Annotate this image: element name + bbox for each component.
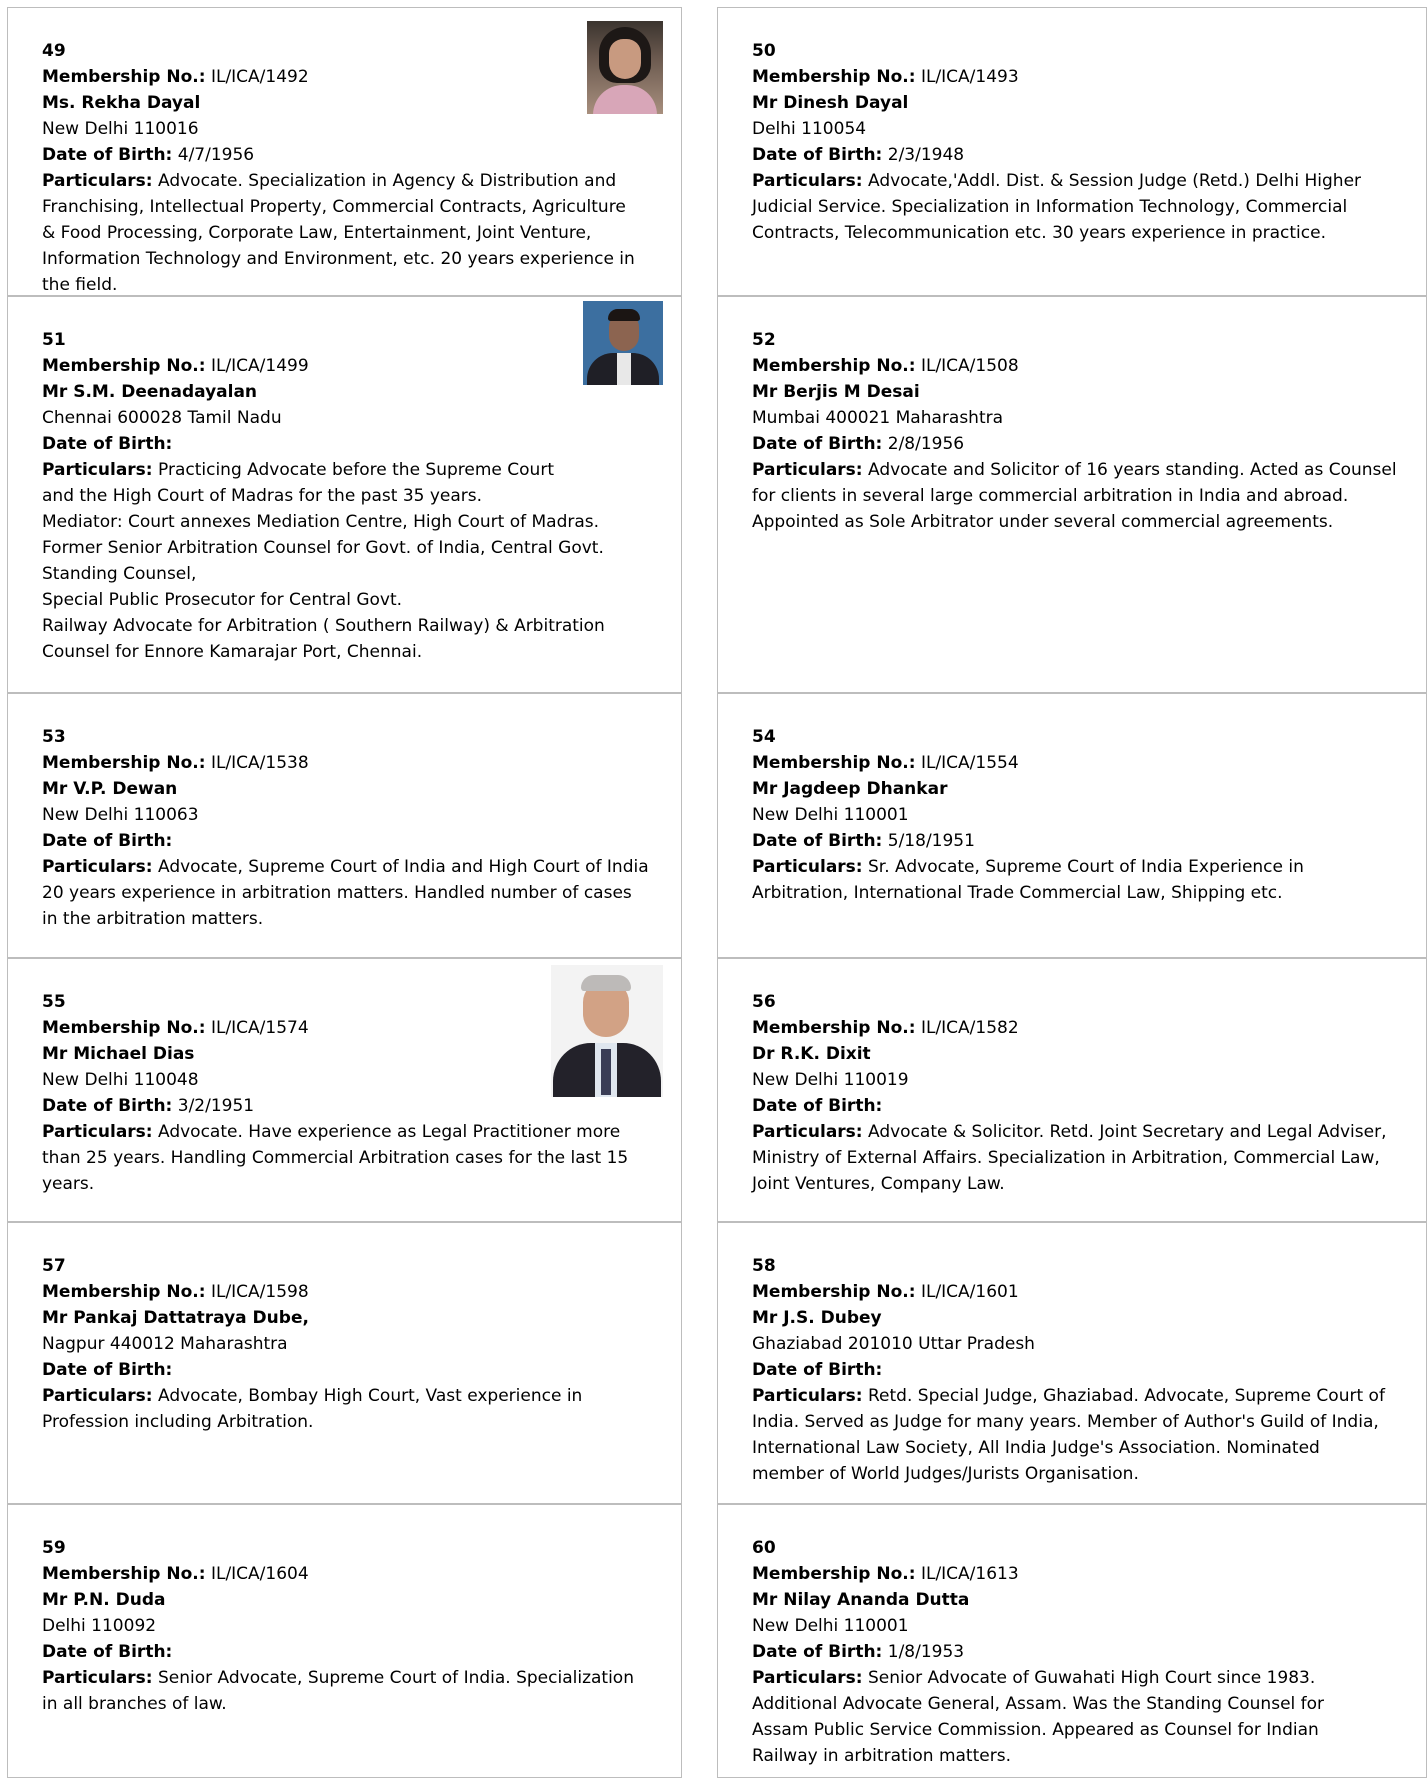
membership-number: IL/ICA/1601	[920, 1282, 1019, 1302]
particulars-label: Particulars:	[752, 1386, 863, 1406]
dob-label: Date of Birth:	[42, 145, 173, 165]
particulars-text: Retd. Special Judge, Ghaziabad. Advocate, Supreme Court of India. Served as Judge for many years. Member of Author's Guild of India, International Law Society, All India Judge's Association. Nominated member of World Judges/Jurists Organisation.	[752, 1386, 1385, 1484]
dob-value: 4/7/1956	[177, 145, 255, 165]
membership-label: Membership No.:	[752, 753, 916, 773]
member-number: 60	[752, 1538, 776, 1558]
member-name: Mr P.N. Duda	[42, 1590, 166, 1610]
member-location: Chennai 600028 Tamil Nadu	[42, 408, 282, 428]
membership-number: IL/ICA/1574	[210, 1018, 309, 1038]
membership-number: IL/ICA/1508	[920, 356, 1019, 376]
particulars-text: Practicing Advocate before the Supreme Court and the High Court of Madras for the past 35 years. Mediator: Court annexes Mediation Centre, High Court of Madras. Former Senior Arbitration Counsel for Govt. of India, Central Govt. Standing Counsel, Special Public Prosecutor for Central Govt. Railway Advocate for Arbitration ( Southern Railway) & Arbitration Counsel for Ennore Kamarajar Port, Chennai.	[42, 460, 605, 662]
member-card	[717, 958, 1427, 1222]
member-details	[42, 327, 654, 665]
member-location: New Delhi 110063	[42, 805, 199, 825]
membership-label: Membership No.:	[42, 1282, 206, 1302]
particulars-label: Particulars:	[42, 1386, 153, 1406]
particulars-label: Particulars:	[42, 1122, 153, 1142]
member-details	[752, 989, 1407, 1197]
member-location: Ghaziabad 201010 Uttar Pradesh	[752, 1334, 1035, 1354]
membership-number: IL/ICA/1492	[210, 67, 309, 87]
member-card	[717, 693, 1427, 958]
particulars-label: Particulars:	[752, 857, 863, 877]
dob-label: Date of Birth:	[752, 1360, 883, 1380]
particulars-text: Sr. Advocate, Supreme Court of India Experience in Arbitration, International Trade Commercial Law, Shipping etc.	[752, 857, 1304, 903]
member-photo	[551, 965, 663, 1097]
dob-value: 3/2/1951	[177, 1096, 255, 1116]
membership-number: IL/ICA/1554	[920, 753, 1019, 773]
member-photo	[583, 301, 663, 385]
member-details	[752, 38, 1407, 246]
member-number: 57	[42, 1256, 66, 1276]
dob-label: Date of Birth:	[752, 831, 883, 851]
particulars-text: Advocate, Bombay High Court, Vast experience in Profession including Arbitration.	[42, 1386, 583, 1432]
dob-label: Date of Birth:	[752, 145, 883, 165]
member-number: 52	[752, 330, 776, 350]
member-details	[42, 38, 654, 296]
member-card	[7, 7, 682, 296]
member-number: 55	[42, 992, 66, 1012]
member-number: 53	[42, 727, 66, 747]
dob-label: Date of Birth:	[42, 1642, 173, 1662]
member-details	[752, 724, 1407, 906]
member-number: 49	[42, 41, 66, 61]
membership-number: IL/ICA/1499	[210, 356, 309, 376]
member-location: New Delhi 110016	[42, 119, 199, 139]
particulars-label: Particulars:	[752, 460, 863, 480]
member-card	[7, 693, 682, 958]
member-location: Nagpur 440012 Maharashtra	[42, 1334, 288, 1354]
member-details	[752, 327, 1407, 535]
member-details	[752, 1253, 1407, 1487]
membership-number: IL/ICA/1604	[210, 1564, 309, 1584]
dob-label: Date of Birth:	[42, 1096, 173, 1116]
membership-number: IL/ICA/1598	[210, 1282, 309, 1302]
dob-label: Date of Birth:	[752, 1096, 883, 1116]
membership-label: Membership No.:	[42, 1018, 206, 1038]
dob-label: Date of Birth:	[752, 1642, 883, 1662]
dob-label: Date of Birth:	[42, 831, 173, 851]
membership-label: Membership No.:	[752, 1018, 916, 1038]
membership-label: Membership No.:	[752, 67, 916, 87]
dob-value: 5/18/1951	[887, 831, 975, 851]
particulars-label: Particulars:	[752, 171, 863, 191]
member-card	[7, 1222, 682, 1504]
member-name: Mr S.M. Deenadayalan	[42, 382, 258, 402]
member-location: New Delhi 110001	[752, 1616, 909, 1636]
member-number: 50	[752, 41, 776, 61]
membership-label: Membership No.:	[752, 1564, 916, 1584]
member-number: 54	[752, 727, 776, 747]
particulars-label: Particulars:	[42, 1668, 153, 1688]
membership-label: Membership No.:	[42, 753, 206, 773]
dob-label: Date of Birth:	[752, 434, 883, 454]
membership-label: Membership No.:	[752, 1282, 916, 1302]
particulars-label: Particulars:	[752, 1122, 863, 1142]
member-name: Mr V.P. Dewan	[42, 779, 178, 799]
member-card	[717, 296, 1427, 693]
member-location: New Delhi 110048	[42, 1070, 199, 1090]
membership-number: IL/ICA/1538	[210, 753, 309, 773]
particulars-text: Senior Advocate, Supreme Court of India. Specialization in all branches of law.	[42, 1668, 634, 1714]
member-details	[42, 1535, 654, 1717]
member-name: Mr Jagdeep Dhankar	[752, 779, 948, 799]
membership-number: IL/ICA/1493	[920, 67, 1019, 87]
member-name: Mr Dinesh Dayal	[752, 93, 909, 113]
particulars-label: Particulars:	[42, 460, 153, 480]
member-card	[7, 296, 682, 693]
member-location: Delhi 110054	[752, 119, 867, 139]
member-details	[42, 1253, 654, 1435]
particulars-text: Senior Advocate of Guwahati High Court since 1983. Additional Advocate General, Assam. Was the Standing Counsel for Assam Public Service Commission. Appeared as Counsel for Indian Railway in arbitration matters.	[752, 1668, 1325, 1766]
membership-label: Membership No.:	[42, 356, 206, 376]
dob-value: 2/3/1948	[887, 145, 965, 165]
member-name: Mr Michael Dias	[42, 1044, 195, 1064]
membership-number: IL/ICA/1613	[920, 1564, 1019, 1584]
member-card	[717, 1504, 1427, 1778]
particulars-label: Particulars:	[42, 171, 153, 191]
particulars-text: Advocate & Solicitor. Retd. Joint Secretary and Legal Adviser, Ministry of External Affairs. Specialization in Arbitration, Commercial Law, Joint Ventures, Company Law.	[752, 1122, 1387, 1194]
member-name: Mr Berjis M Desai	[752, 382, 920, 402]
particulars-text: Advocate. Have experience as Legal Practitioner more than 25 years. Handling Commercial Arbitration cases for the last 15 years.	[42, 1122, 629, 1194]
membership-label: Membership No.:	[752, 356, 916, 376]
member-card	[7, 1504, 682, 1778]
membership-number: IL/ICA/1582	[920, 1018, 1019, 1038]
member-details	[42, 724, 654, 932]
particulars-text: Advocate, Supreme Court of India and High Court of India 20 years experience in arbitration matters. Handled number of cases in the arbitration matters.	[42, 857, 649, 929]
member-number: 51	[42, 330, 66, 350]
member-name: Ms. Rekha Dayal	[42, 93, 201, 113]
membership-label: Membership No.:	[42, 67, 206, 87]
member-number: 56	[752, 992, 776, 1012]
particulars-text: Advocate,'Addl. Dist. & Session Judge (Retd.) Delhi Higher Judicial Service. Specialization in Information Technology, Commercial Contracts, Telecommunication etc. 30 years experience in practice.	[752, 171, 1362, 243]
dob-label: Date of Birth:	[42, 1360, 173, 1380]
dob-value: 2/8/1956	[887, 434, 965, 454]
membership-label: Membership No.:	[42, 1564, 206, 1584]
particulars-label: Particulars:	[42, 857, 153, 877]
member-card	[717, 1222, 1427, 1504]
particulars-text: Advocate and Solicitor of 16 years standing. Acted as Counsel for clients in several large commercial arbitration in India and abroad. Appointed as Sole Arbitrator under several commercial agreements.	[752, 460, 1397, 532]
dob-value: 1/8/1953	[887, 1642, 965, 1662]
member-name: Mr J.S. Dubey	[752, 1308, 882, 1328]
member-location: New Delhi 110019	[752, 1070, 909, 1090]
member-card	[717, 7, 1427, 296]
member-location: Delhi 110092	[42, 1616, 157, 1636]
particulars-label: Particulars:	[752, 1668, 863, 1688]
member-location: Mumbai 400021 Maharashtra	[752, 408, 1004, 428]
member-number: 59	[42, 1538, 66, 1558]
dob-label: Date of Birth:	[42, 434, 173, 454]
particulars-text: Advocate. Specialization in Agency & Distribution and Franchising, Intellectual Property, Commercial Contracts, Agriculture & Food Processing, Corporate Law, Entertainment, Joint Venture, Information Technology and Environment, etc. 20 years experience in the field.	[42, 171, 635, 295]
member-card	[7, 958, 682, 1222]
member-location: New Delhi 110001	[752, 805, 909, 825]
member-details	[752, 1535, 1407, 1769]
member-number: 58	[752, 1256, 776, 1276]
member-name: Dr R.K. Dixit	[752, 1044, 871, 1064]
member-name: Mr Nilay Ananda Dutta	[752, 1590, 970, 1610]
member-name: Mr Pankaj Dattatraya Dube,	[42, 1308, 309, 1328]
member-photo	[587, 21, 663, 114]
